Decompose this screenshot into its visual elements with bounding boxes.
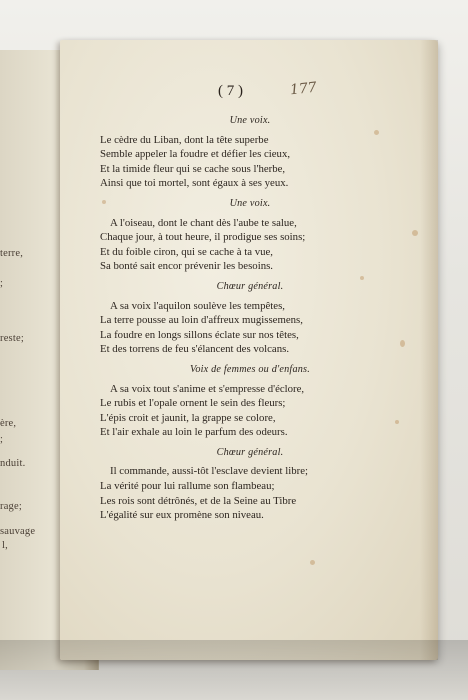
verse-line: L'égalité sur eux promène son niveau.	[100, 509, 264, 522]
section-heading: Une voix.	[229, 197, 271, 209]
stanza	[100, 133, 400, 191]
verse-line: Semble appeler la foudre et défier les cieux,	[100, 148, 291, 161]
verse-line: A sa voix l'aquilon soulève les tempêtes,	[110, 299, 285, 312]
foxing-spot	[400, 340, 405, 347]
section-heading: Voix de femmes ou d'enfans.	[190, 363, 310, 375]
page-edge-shadow	[420, 40, 438, 660]
section-heading: Une voix.	[229, 115, 271, 126]
section-heading: Chœur général.	[216, 446, 284, 458]
manuscript-note: 177	[289, 79, 318, 99]
right-page	[60, 40, 438, 660]
verse-line: L'épis croit et jaunit, la grappe se colore,	[100, 411, 276, 424]
verse-line: A sa voix tout s'anime et s'empresse d'éclore,	[110, 382, 305, 395]
foxing-spot	[412, 230, 418, 236]
verse-line: Et des torrens de feu s'élancent des volcans.	[100, 343, 290, 356]
page-number: ( 7 )	[218, 83, 243, 99]
stanza	[100, 382, 400, 440]
stanza	[100, 464, 400, 522]
verse-line: La vérité pour lui rallume son flambeau;	[100, 480, 275, 493]
verse-line: Et du foible ciron, qui se cache à ta vue,	[100, 245, 273, 258]
verse-line: Ainsi que toi mortel, sont égaux à ses yeux.	[100, 177, 289, 190]
left-page-fragment: reste;	[0, 333, 24, 344]
left-page-fragment: sauvage	[0, 526, 36, 537]
verse-line: Le rubis et l'opale ornent le sein des fleurs;	[100, 397, 286, 410]
left-page-fragment: terre,	[0, 248, 24, 259]
stanza	[100, 216, 400, 274]
foxing-spot	[310, 560, 315, 565]
poem-text	[100, 79, 400, 529]
left-page-fragment: rage;	[0, 501, 22, 512]
left-page-fragment: nduit.	[0, 458, 26, 469]
verse-line: La terre pousse au loin d'affreux mugissemens,	[100, 314, 303, 327]
left-page-fragment: ;	[0, 278, 4, 289]
verse-line: Sa bonté sait encor prévenir les besoins.	[100, 260, 274, 273]
verse-line: Chaque jour, à tout heure, il prodigue ses soins;	[100, 231, 306, 244]
verse-line: La foudre en longs sillons éclate sur nos têtes,	[100, 328, 299, 341]
verse-line: Les rois sont détrônés, et de la Seine au Tibre	[100, 494, 297, 507]
verse-line: Et l'air exhale au loin le parfum des odeurs.	[100, 426, 288, 439]
section-heading: Chœur général.	[216, 280, 284, 292]
left-page-fragment: ère,	[0, 418, 17, 429]
left-page-fragment: ;	[0, 434, 4, 445]
verse-line: A l'oiseau, dont le chant dès l'aube te salue,	[110, 216, 297, 229]
table-shadow	[0, 640, 468, 700]
verse-line: Le cèdre du Liban, dont la tête superbe	[100, 133, 269, 146]
verse-line: Il commande, aussi-tôt l'esclave devient libre;	[110, 465, 309, 478]
left-page-fragment: l,	[2, 540, 8, 551]
verse-line: Et la timide fleur qui se cache sous l'herbe,	[100, 162, 286, 175]
stanza	[100, 299, 400, 357]
